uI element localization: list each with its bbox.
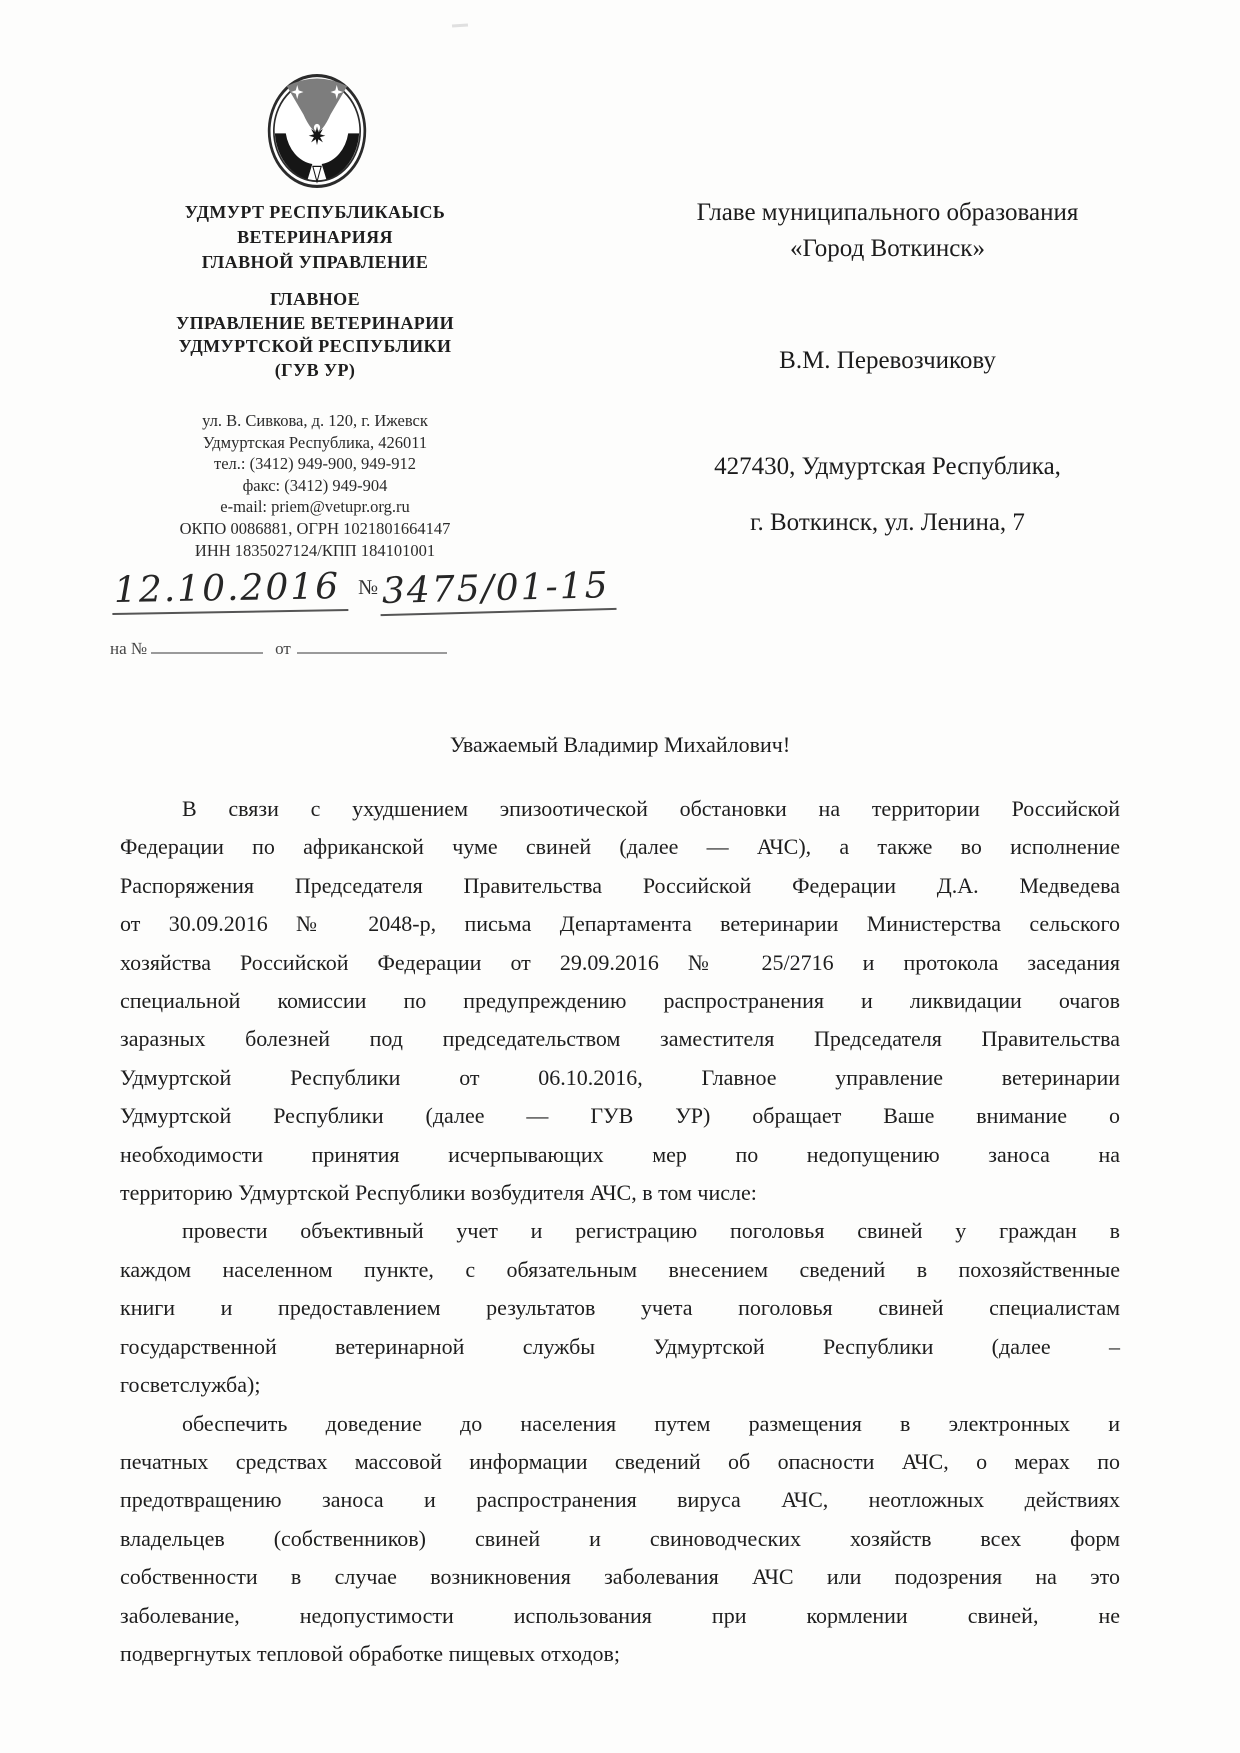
org-contact-line: Удмуртская Республика, 426011 bbox=[202, 432, 428, 452]
body-line: обеспечить доведение до населения путем размещения в электронных и bbox=[182, 1410, 1120, 1436]
reply-prefix-label: на № bbox=[110, 639, 148, 658]
body-line: подвергнутых тепловой обработке пищевых отходов; bbox=[120, 1640, 621, 1666]
reply-number-blank bbox=[151, 638, 263, 654]
org-contact-line: ИНН 1835027124/КПП 184101001 bbox=[194, 540, 436, 560]
scan-artifact-mark bbox=[452, 23, 468, 27]
org-contact-line: e-mail: priem@vetupr.org.ru bbox=[220, 497, 410, 517]
org-contact-block bbox=[100, 410, 530, 561]
recipient-line: Главе муниципального образования bbox=[696, 199, 1079, 226]
body-line: заразных болезней под председательством заместителя Председателя Правительства bbox=[120, 1026, 1120, 1052]
body-line: книги и предоставлением результатов учета поголовья свиней специалистам bbox=[120, 1295, 1120, 1321]
handwritten-number: 3475/01-15 bbox=[380, 565, 617, 616]
letter-body bbox=[120, 726, 1120, 1673]
recipient-line: 427430, Удмуртская Республика, bbox=[714, 453, 1061, 480]
body-line: провести объективный учет и регистрацию поголовья свиней у граждан в bbox=[182, 1218, 1120, 1244]
org-name-udmurt-line: ВЕТЕРИНАРИЯЯ bbox=[237, 227, 393, 247]
body-line: территорию Удмуртской Республики возбудителя АЧС, в том числе: bbox=[120, 1180, 757, 1206]
org-contact-line: ОКПО 0086881, ОГРН 1021801664147 bbox=[179, 518, 451, 538]
recipient-line: «Город Воткинск» bbox=[790, 235, 985, 262]
org-contact-line: факс: (3412) 949-904 bbox=[242, 475, 388, 495]
body-line: Удмуртской Республики от 06.10.2016, Главное управление ветеринарии bbox=[120, 1064, 1120, 1090]
body-line: госветслужба); bbox=[120, 1372, 261, 1398]
body-line: каждом населенном пункте, с обязательным внесением сведений в похозяйственные bbox=[120, 1256, 1120, 1282]
body-line: владельцев (собственников) свиней и свиноводческих хозяйств всех форм bbox=[120, 1525, 1120, 1551]
body-line: собственности в случае возникновения заболевания АЧС или подозрения на это bbox=[120, 1564, 1120, 1590]
udmurt-republic-emblem-icon bbox=[265, 72, 365, 195]
org-name-udmurt-line: ГЛАВНОЙ УПРАВЛЕНИЕ bbox=[201, 252, 429, 272]
reply-from-label: от bbox=[275, 639, 291, 658]
handwritten-date: 12.10.2016 bbox=[112, 566, 349, 615]
number-sign: № bbox=[358, 575, 379, 599]
org-name-russian-line: ГЛАВНОЕ bbox=[270, 289, 360, 309]
body-line: заболевание, недопустимости использования при кормлении свиней, не bbox=[120, 1602, 1120, 1628]
body-line: Распоряжения Председателя Правительства Российской Федерации Д.А. Медведева bbox=[120, 872, 1120, 898]
org-name-russian-line: УДМУРТСКОЙ РЕСПУБЛИКИ bbox=[178, 336, 452, 356]
letter-paragraph bbox=[120, 1405, 1120, 1674]
letter-paragraph bbox=[120, 790, 1120, 1212]
body-line: хозяйства Российской Федерации от 29.09.2016 № 25/2716 и протокола заседания bbox=[120, 949, 1120, 975]
org-name-russian-line: УПРАВЛЕНИЕ ВЕТЕРИНАРИИ bbox=[176, 312, 454, 333]
reply-reference-row bbox=[110, 638, 630, 659]
body-line: необходимости принятия исчерпывающих мер по недопущению заноса на bbox=[120, 1141, 1120, 1167]
body-line: печатных средствах массовой информации сведений об опасности АЧС, о мерах по bbox=[120, 1448, 1120, 1474]
org-name-russian-line: (ГУВ УР) bbox=[274, 359, 356, 380]
reply-date-blank bbox=[297, 638, 447, 654]
letter-paragraphs bbox=[120, 790, 1120, 1673]
org-name-russian bbox=[100, 288, 530, 382]
org-contact-line: ул. В. Сивкова, д. 120, г. Ижевск bbox=[202, 411, 428, 430]
body-line: государственной ветеринарной службы Удмуртской Республики (далее – bbox=[120, 1333, 1120, 1359]
letter-paragraph bbox=[120, 1212, 1120, 1404]
salutation: Уважаемый Владимир Михайлович! bbox=[449, 732, 791, 757]
recipient-line: г. Воткинск, ул. Ленина, 7 bbox=[750, 509, 1025, 536]
body-line: В связи с ухудшением эпизоотической обстановки на территории Российской bbox=[182, 796, 1120, 821]
body-line: от 30.09.2016 № 2048-р, письма Департамента ветеринарии Министерства сельского bbox=[120, 911, 1120, 937]
recipient-line: В.М. Перевозчикову bbox=[779, 347, 996, 374]
body-line: Удмуртской Республики (далее — ГУВ УР) обращает Ваше внимание о bbox=[120, 1103, 1120, 1129]
org-name-udmurt-line: УДМУРТ РЕСПУБЛИКАЫСЬ bbox=[184, 202, 446, 222]
body-line: специальной комиссии по предупреждению распространения и ликвидации очагов bbox=[120, 988, 1120, 1014]
outgoing-reference-row bbox=[112, 565, 611, 613]
org-name-udmurt bbox=[100, 200, 530, 275]
org-contact-line: тел.: (3412) 949-900, 949-912 bbox=[214, 454, 416, 474]
body-line: предотвращению заноса и распространения вируса АЧС, неотложных действиях bbox=[120, 1487, 1120, 1513]
body-line: Федерации по африканской чуме свиней (далее — АЧС), а также во исполнение bbox=[120, 834, 1120, 860]
